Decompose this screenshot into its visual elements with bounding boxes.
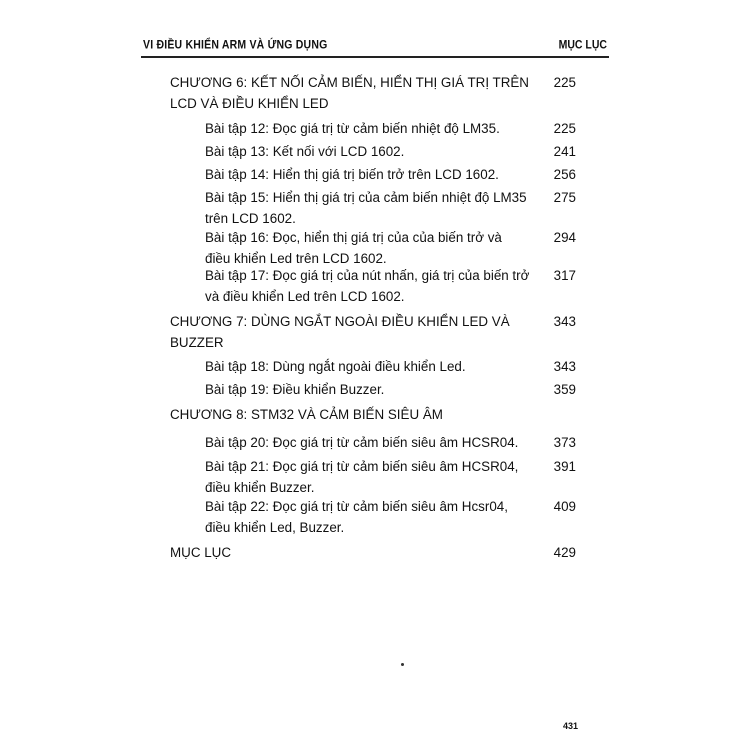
toc-index (170, 542, 576, 563)
toc-entry-page: 241 (553, 144, 576, 159)
toc-chapter-7 (170, 311, 576, 353)
toc-entry-title: CHƯƠNG 8: STM32 VÀ CẢM BIẾN SIÊU ÂM (170, 407, 443, 422)
toc-entry-title: Bài tập 20: Đọc giá trị từ cảm biến siêu âm HCSR04. (205, 435, 519, 450)
toc-entry-page: 429 (553, 545, 576, 560)
toc-chapter-6 (170, 72, 576, 114)
toc-entry-title: CHƯƠNG 6: KẾT NỐI CẢM BIẾN, HIỂN THỊ GIÁ TRỊ TRÊN LCD VÀ ĐIỀU KHIỂN LED (170, 75, 529, 111)
toc-entry-page: 391 (553, 459, 576, 474)
page-number: 431 (563, 721, 579, 731)
toc-lesson-13 (205, 141, 576, 162)
toc-lesson-14 (205, 164, 576, 185)
toc-entry-page: 294 (553, 230, 576, 245)
toc-lesson-19 (205, 379, 576, 400)
toc-entry-title: Bài tập 16: Đọc, hiển thị giá trị của của biến trở và điều khiển Led trên LCD 1602. (205, 230, 502, 266)
toc-entry-title: Bài tập 15: Hiển thị giá trị của cảm biến nhiệt độ LM35 trên LCD 1602. (205, 190, 527, 226)
toc-lesson-21 (205, 456, 576, 498)
running-header-title: VI ĐIỀU KHIỂN ARM VÀ ỨNG DỤNG (143, 38, 328, 52)
toc-lesson-16 (205, 227, 576, 269)
toc-entry-title: Bài tập 13: Kết nối với LCD 1602. (205, 144, 405, 159)
toc-entry-page: 343 (553, 359, 576, 374)
running-header-section: MỤC LỤC (558, 38, 607, 52)
toc-lesson-12 (205, 118, 576, 139)
toc-entry-title: MỤC LỤC (170, 545, 232, 560)
toc-lesson-17 (205, 265, 576, 307)
toc-lesson-20 (205, 432, 576, 453)
toc-entry-title: CHƯƠNG 7: DÙNG NGẮT NGOÀI ĐIỀU KHIỂN LED VÀ BUZZER (170, 314, 510, 350)
toc-entry-title: Bài tập 19: Điều khiển Buzzer. (205, 382, 385, 397)
toc-chapter-8 (170, 404, 530, 425)
toc-entry-page: 317 (553, 268, 576, 283)
toc-entry-page: 343 (553, 314, 576, 329)
toc-entry-title: Bài tập 12: Đọc giá trị từ cảm biến nhiệt độ LM35. (205, 121, 500, 136)
toc-entry-page: 373 (553, 435, 576, 450)
toc-entry-title: Bài tập 18: Dùng ngắt ngoài điều khiển Led. (205, 359, 466, 374)
toc-entry-page: 275 (553, 190, 576, 205)
ink-speck (401, 663, 404, 666)
toc-entry-page: 225 (553, 75, 576, 90)
toc-lesson-15 (205, 187, 576, 229)
toc-entry-title: Bài tập 17: Đọc giá trị của nút nhấn, giá trị của biến trở và điều khiển Led trên LCD 1602. (205, 268, 530, 304)
toc-entry-title: Bài tập 14: Hiển thị giá trị biến trở trên LCD 1602. (205, 167, 499, 182)
toc-entry-title: Bài tập 22: Đọc giá trị từ cảm biến siêu âm Hcsr04, điều khiển Led, Buzzer. (205, 499, 508, 535)
toc-entry-page: 256 (553, 167, 576, 182)
toc-lesson-22 (205, 496, 576, 538)
toc-lesson-18 (205, 356, 576, 377)
toc-entry-page: 225 (553, 121, 576, 136)
toc-entry-page: 359 (553, 382, 576, 397)
toc-entry-page: 409 (553, 499, 576, 514)
toc-entry-title: Bài tập 21: Đọc giá trị từ cảm biến siêu âm HCSR04, điều khiển Buzzer. (205, 459, 519, 495)
